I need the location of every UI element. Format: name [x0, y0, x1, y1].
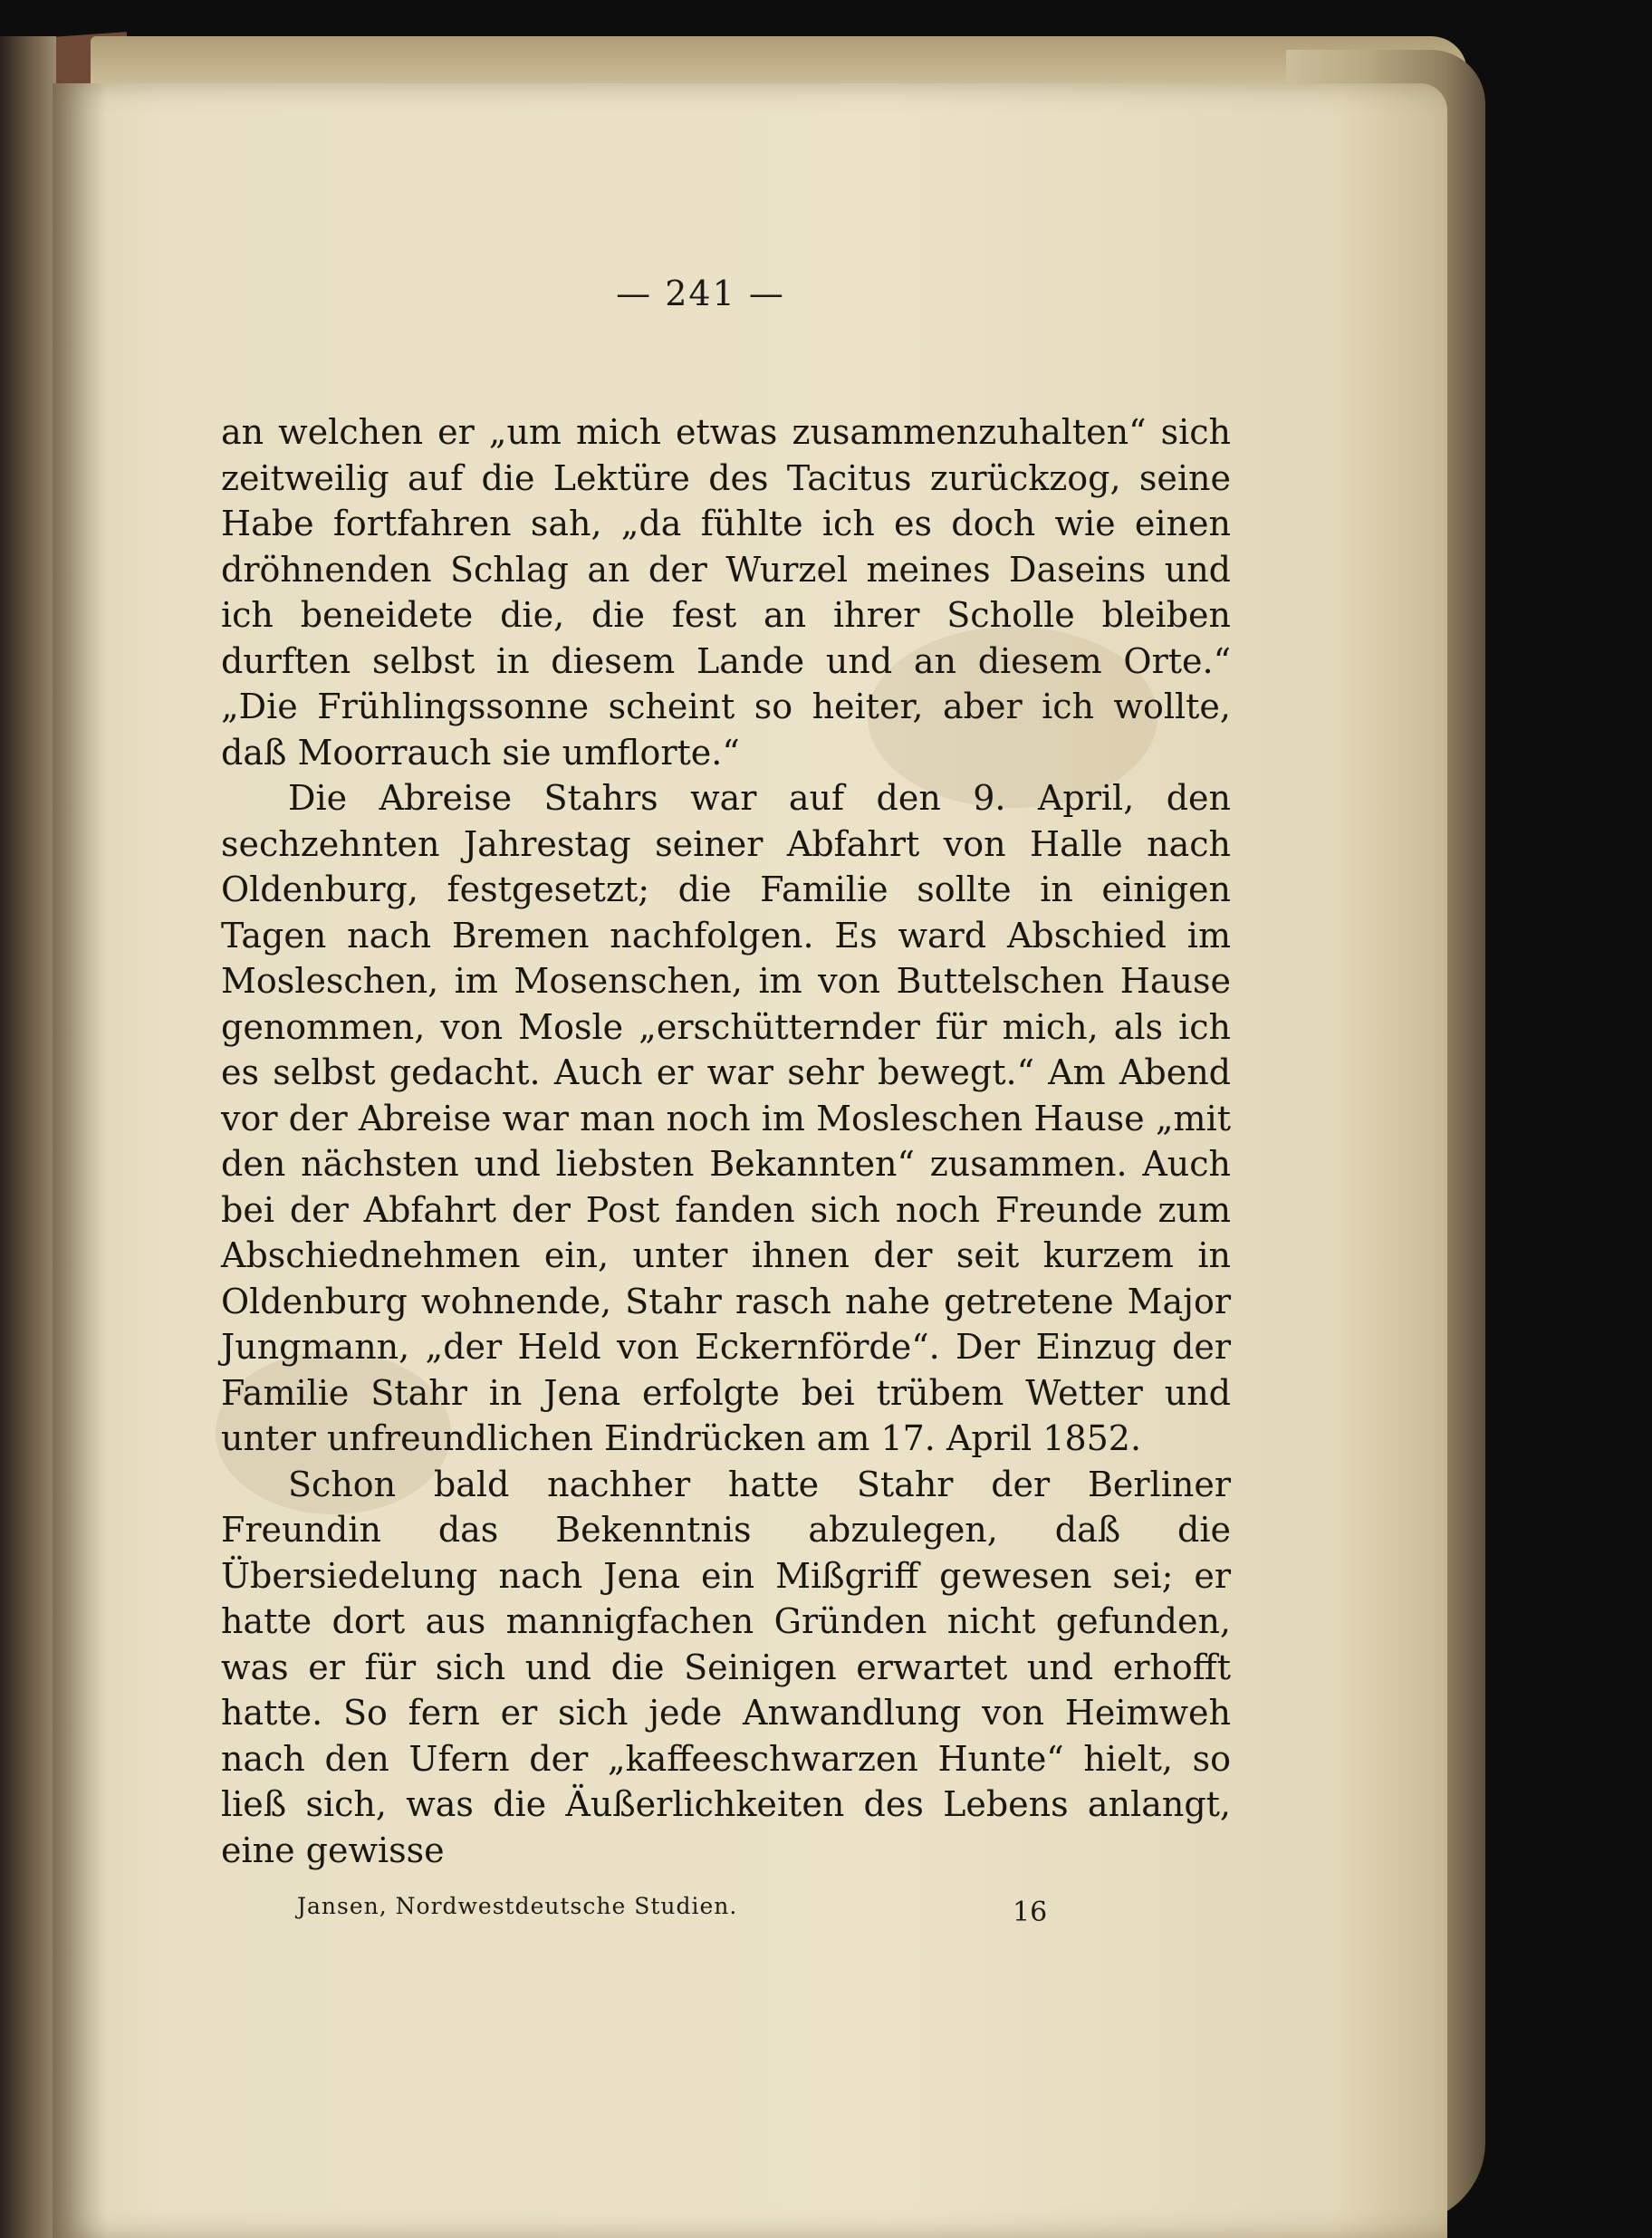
footer-sheet-number: 16 [1013, 1897, 1048, 1928]
book-cover-edge [0, 36, 56, 2238]
page-footer [221, 1893, 1231, 1938]
body-text [221, 409, 1231, 1873]
page-number-header: — 241 — [616, 274, 785, 313]
book-page [53, 83, 1447, 2238]
footer-signature: Jansen, Nordwestdeutsche Studien. [297, 1893, 738, 1919]
spine-gutter [53, 83, 107, 2238]
paragraph: Schon bald nachher hatte Stahr der Berliner Freundin das Bekenntnis abzulegen, daß die Übersiedelung nach Jena ein Mißgriff gewesen sei; er hatte dort aus mannigfachen Gründen nicht gefunden, was er für sich und die Seinigen erwartet und erhofft hatte. So fern er sich jede Anwandlung von Heimweh nach den Ufern der „kaffeeschwarzen Hunte“ hielt, so ließ sich, was die Äußerlichkeiten des Lebens anlangt, eine gewisse [221, 1464, 1231, 1870]
paragraph: an welchen er „um mich etwas zusammenzuhalten“ sich zeitweilig auf die Lektüre des Tacitus zurückzog, seine Habe fortfahren sah, „da fühlte ich es doch wie einen dröhnenden Schlag an der Wurzel meines Daseins und ich beneidete die, die fest an ihrer Scholle bleiben durften selbst in diesem Lande und an diesem Orte.“ „Die Frühlingssonne scheint so heiter, aber ich wollte, daß Moorrauch sie umflorte.“ [221, 412, 1231, 773]
paragraph: Die Abreise Stahrs war auf den 9. April, den sechzehnten Jahrestag seiner Abfahrt von Halle nach Oldenburg, festgesetzt; die Familie sollte in einigen Tagen nach Bremen nachfolgen. Es ward Abschied im Mosleschen, im Mosenschen, im von Buttelschen Hause genommen, von Mosle „erschütternder für mich, als ich es selbst gedacht. Auch er war sehr bewegt.“ Am Abend vor der Abreise war man noch im Mosleschen Hause „mit den nächsten und liebsten Bekannten“ zusammen. Auch bei der Abfahrt der Post fanden sich noch Freunde zum Abschiednehmen ein, unter ihnen der seit kurzem in Oldenburg wohnende, Stahr rasch nahe getretene Major Jungmann, „der Held von Eckernförde“. Der Einzug der Familie Stahr in Jena erfolgte bei trübem Wetter und unter unfreundlichen Eindrücken am 17. April 1852. [221, 778, 1231, 1458]
